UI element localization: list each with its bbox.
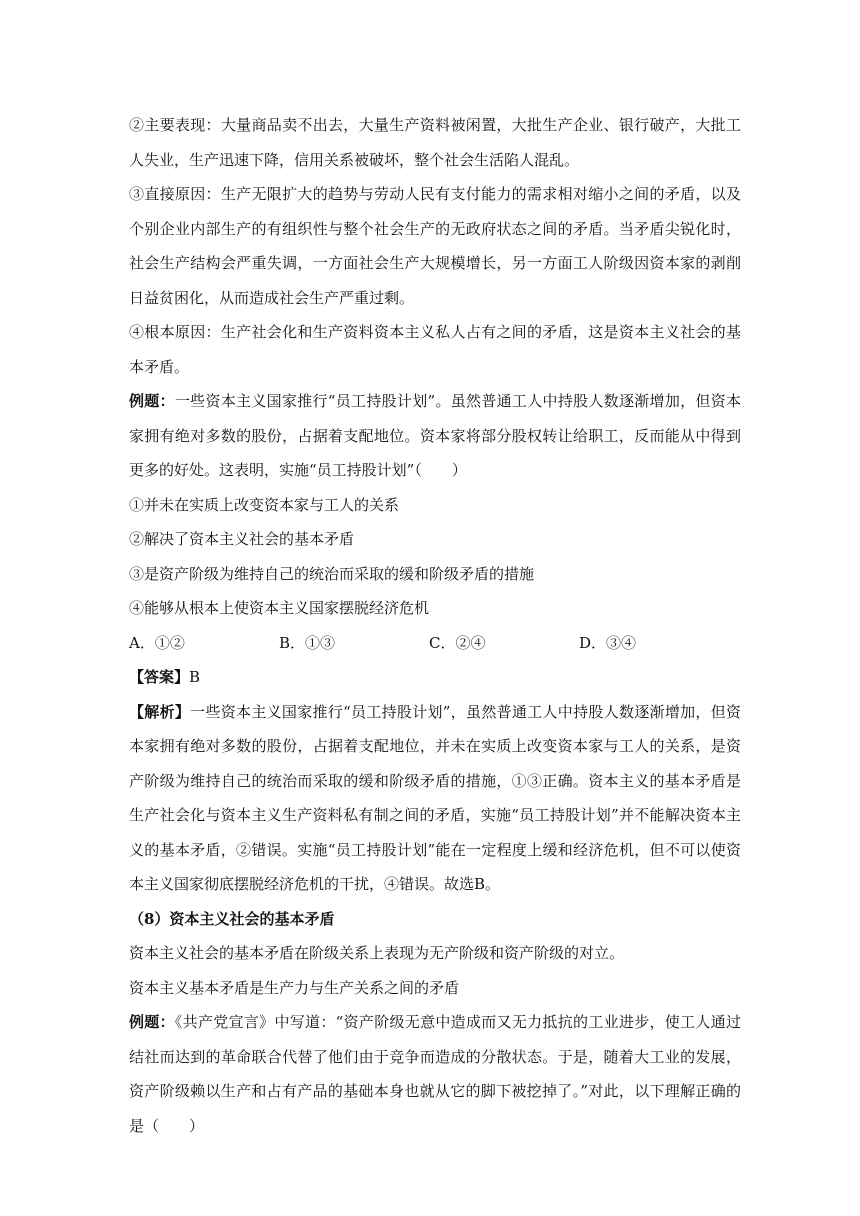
paragraph-basic-contradiction: 资本主义基本矛盾是生产力与生产关系之间的矛盾 <box>129 978 460 997</box>
section-heading-8: （8）资本主义社会的基本矛盾 <box>129 909 335 928</box>
option-b: B．①③ <box>279 633 336 652</box>
answer-value: B <box>189 668 201 686</box>
option-d: D．③④ <box>579 633 637 652</box>
example-text: 《共产党宣言》中写道：“资产阶级无意中造成而又无力抵抗的工业进步，使工人通过结社而达到的革命联合代替了他们由于竞争而造成的分散状态。于是，随着大工业的发展，资产阶级赖以生产和占有产品的基础本身也就从它的脚下被挖掉了。”对此，以下理解正确的是（ ） <box>129 1013 741 1135</box>
answer-options <box>129 626 741 661</box>
statement-1: ①并未在实质上改变资本家与工人的关系 <box>129 495 400 514</box>
paragraph-root-cause: ④根本原因：生产社会化和生产资料资本主义私人占有之间的矛盾，这是资本主义社会的基本矛盾。 <box>129 323 741 376</box>
example-text: 一些资本主义国家推行“员工持股计划”。虽然普通工人中持股人数逐渐增加，但资本家拥有绝对多数的股份，占据着支配地位。资本家将部分股权转让给职工，反而能从中得到更多的好处。这表明，实施“员工持股计划”（ ） <box>129 392 741 479</box>
option-c: C．②④ <box>429 633 486 652</box>
answer-line <box>129 660 741 695</box>
option-a: A．①② <box>129 633 185 652</box>
paragraph-class-relations: 资本主义社会的基本矛盾在阶级关系上表现为无产阶级和资产阶级的对立。 <box>129 944 625 962</box>
analysis-text: 一些资本主义国家推行“员工持股计划”，虽然普通工人中持股人数逐渐增加，但资本家拥有绝对多数的股份，占据着支配地位，并未在实质上改变资本家与工人的关系，是资产阶级为维持自己的统治而采取的缓和阶级矛盾的措施，①③正确。资本主义的基本矛盾是生产社会化与资本主义生产资料私有制之间的矛盾，实施“员工持股计划”并不能解决资本主义的基本矛盾，②错误。实施“员工持股计划”能在一定程度上缓和经济危机，但不可以使资本主义国家彻底摆脱经济危机的干扰，④错误。故选B。 <box>129 702 741 893</box>
paragraph-main-manifestations: ②主要表现：大量商品卖不出去，大量生产资料被闲置，大批生产企业、银行破产，大批工人失业，生产迅速下降，信用关系被破坏，整个社会生活陷人混乱。 <box>129 116 741 169</box>
answer-label: 【答案】 <box>129 668 190 686</box>
analysis-paragraph <box>129 695 741 902</box>
document-content <box>129 108 741 1143</box>
analysis-label: 【解析】 <box>129 702 191 721</box>
statement-4: ④能够从根本上使资本主义国家摆脱经济危机 <box>129 599 430 617</box>
statement-2: ②解决了资本主义社会的基本矛盾 <box>129 530 355 548</box>
example-question-1 <box>129 384 741 488</box>
example-label: 例题： <box>129 1013 175 1031</box>
example-question-2 <box>129 1005 741 1143</box>
paragraph-direct-cause: ③直接原因：生产无限扩大的趋势与劳动人民有支付能力的需求相对缩小之间的矛盾，以及个别企业内部生产的有组织性与整个社会生产的无政府状态之间的矛盾。当矛盾尖锐化时，社会生产结构会严重失调，一方面社会生产大规模增长，另一方面工人阶级因资本家的剥削日益贫困化，从而造成社会生产严重过剩。 <box>129 185 741 307</box>
example-label: 例题： <box>129 392 175 410</box>
statement-3: ③是资产阶级为维持自己的统治而采取的缓和阶级矛盾的措施 <box>129 564 535 583</box>
